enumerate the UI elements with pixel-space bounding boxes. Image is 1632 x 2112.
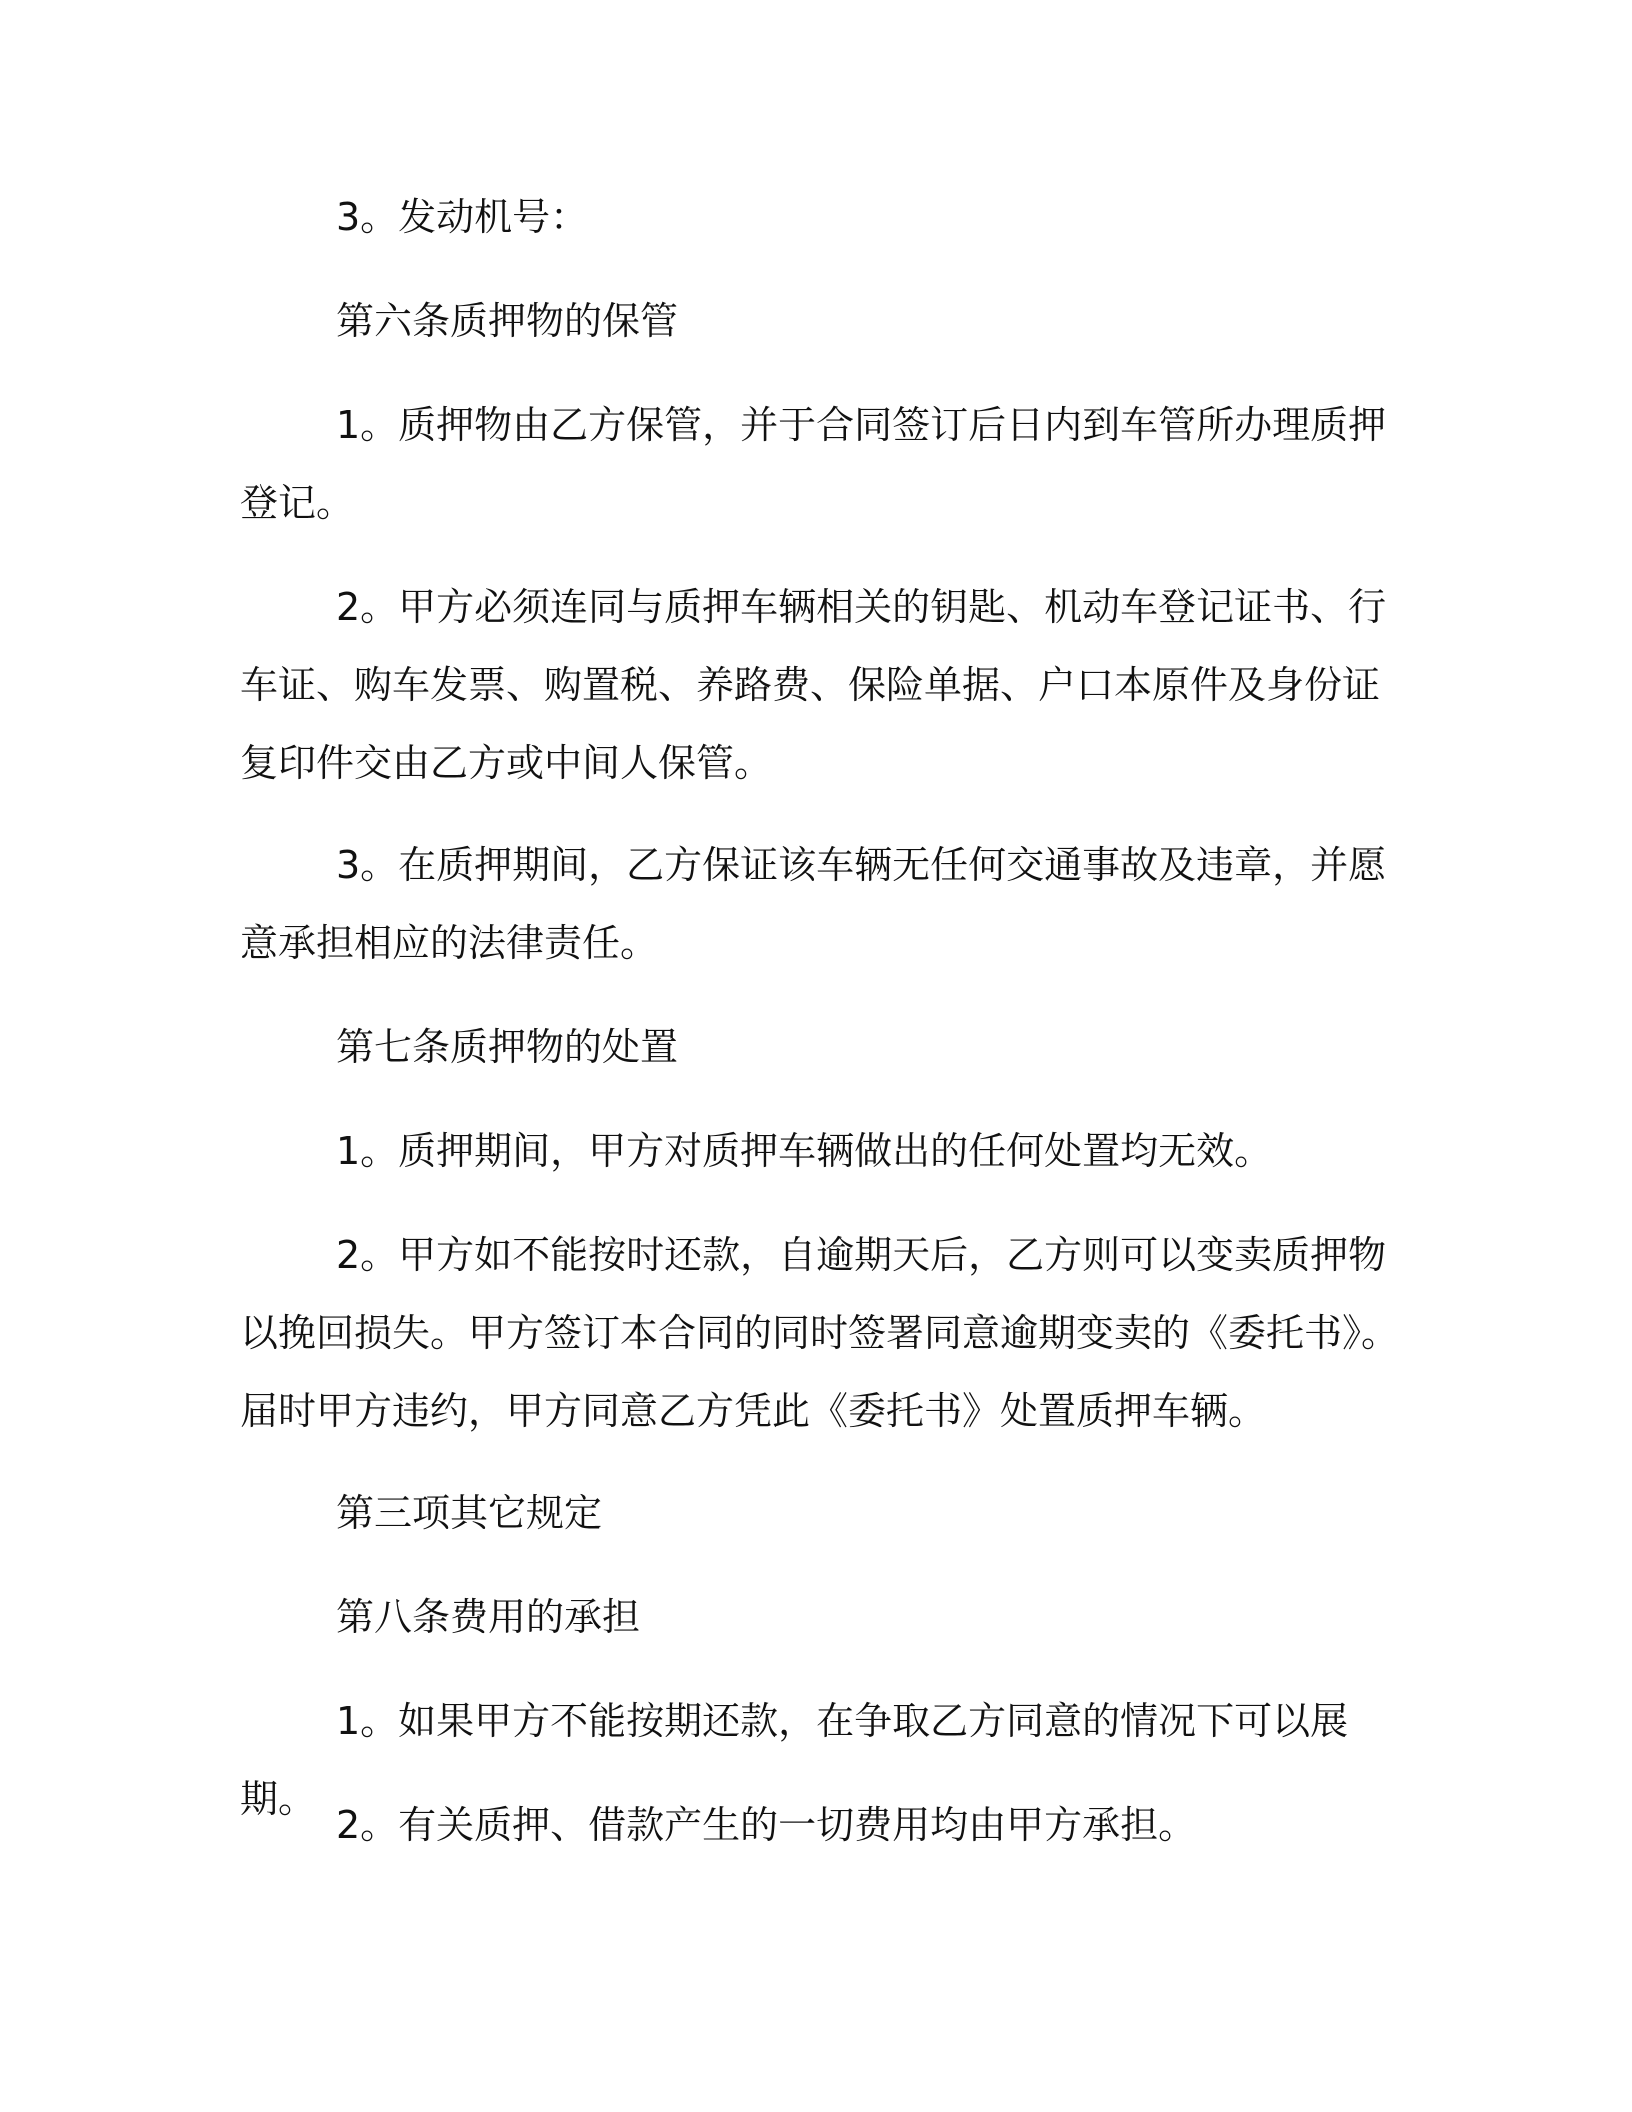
paragraph-6-1: 1。质押物由乙方保管，并于合同签订后日内到车管所办理质押登记。 xyxy=(240,403,1387,525)
heading-section-3: 第三项其它规定 xyxy=(336,1491,603,1535)
paragraph-6-3: 3。在质押期间，乙方保证该车辆无任何交通事故及违章，并愿意承担相应的法律责任。 xyxy=(240,843,1387,965)
paragraph-engine-number: 3。发动机号： xyxy=(336,195,589,239)
heading-article-7: 第七条质押物的处置 xyxy=(336,1025,679,1069)
paragraph-6-2: 2。甲方必须连同与质押车辆相关的钥匙、机动车登记证书、行车证、购车发票、购置税、养路费、保险单据、户口本原件及身份证复印件交由乙方或中间人保管。 xyxy=(240,585,1387,785)
paragraph-8-2: 2。有关质押、借款产生的一切费用均由甲方承担。 xyxy=(336,1803,1197,1847)
heading-article-6: 第六条质押物的保管 xyxy=(336,299,679,343)
paragraph-8-1: 1。如果甲方不能按期还款，在争取乙方同意的情况下可以展期。 xyxy=(240,1699,1349,1821)
paragraph-7-2: 2。甲方如不能按时还款，自逾期天后，乙方则可以变卖质押物以挽回损失。甲方签订本合同的同时签署同意逾期变卖的《委托书》。届时甲方违约，甲方同意乙方凭此《委托书》处置质押车辆。 xyxy=(240,1233,1400,1433)
heading-article-8: 第八条费用的承担 xyxy=(336,1595,641,1639)
paragraph-7-1: 1。质押期间，甲方对质押车辆做出的任何处置均无效。 xyxy=(336,1129,1273,1173)
